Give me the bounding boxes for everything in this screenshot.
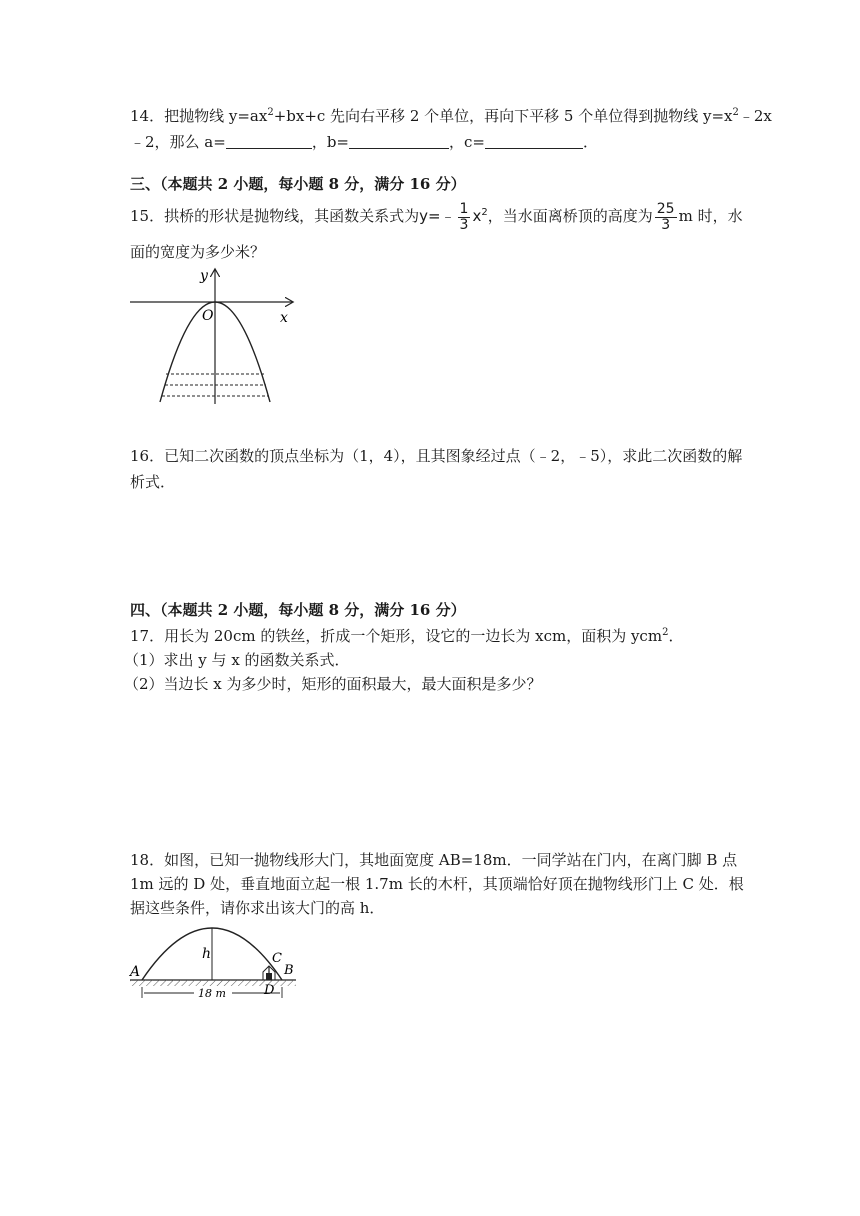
q15-sup: 2 — [481, 207, 488, 218]
fraction-one-third — [458, 202, 471, 233]
q15-line-1 — [130, 200, 743, 233]
student-body — [266, 973, 272, 980]
q16-line-1: 16．已知二次函数的顶点坐标为（1，4），且其图象经过点（﹣2，﹣5），求此二次函数的解 — [130, 447, 743, 465]
q18-line-1: 18．如图，已知一抛物线形大门，其地面宽度 AB=18m．一同学站在门内，在离门脚 B 点 — [130, 851, 738, 869]
x-label: x — [280, 310, 288, 326]
q18-line-3: 据这些条件，请你求出该大门的高 h． — [130, 899, 385, 917]
q18-line-2: 1m 远的 D 处，垂直地面立起一根 1.7m 长的木杆，其顶端恰好顶在抛物线形门上 C 处．根 — [130, 875, 744, 893]
answer-blank-a[interactable] — [226, 133, 312, 149]
dim-label: 18 m — [198, 987, 226, 1000]
q14-text: +bx+c 先向右平移 2 个单位，再向下平移 5 个单位得到抛物线 y=x — [273, 107, 733, 125]
arch-bridge-figure — [128, 264, 298, 409]
label-h: h — [202, 946, 212, 962]
q17-sup: 2 — [662, 627, 669, 638]
label-b: B — [284, 963, 294, 978]
label-c: C — [272, 951, 282, 966]
q15-text: 15．拱桥的形状是抛物线，其函数关系式为 — [130, 207, 420, 225]
section-3-heading: 三、（本题共 2 小题，每小题 8 分，满分 16 分） — [130, 175, 466, 193]
parabolic-gate-figure — [126, 914, 302, 1004]
q14-text: ﹣2x — [738, 107, 772, 125]
frac-den: 3 — [459, 216, 469, 233]
q14-text: ，c= — [449, 133, 485, 151]
frac-num: 25 — [656, 200, 675, 217]
section-4-heading: 四、（本题共 2 小题，每小题 8 分，满分 16 分） — [130, 601, 466, 619]
q14-text: ． — [582, 133, 598, 151]
q14-sup: 2 — [732, 107, 739, 118]
origin-label: O — [202, 308, 214, 324]
q14-sup: 2 — [267, 107, 274, 118]
q17-line-3: （2）当边长 x 为多少时，矩形的面积最大，最大面积是多少？ — [124, 675, 542, 693]
q15-text: ，当水面离桥顶的高度为 — [487, 207, 653, 225]
label-d: D — [264, 983, 275, 998]
q14-text: ，b= — [311, 133, 349, 151]
q14-text: 14．把抛物线 y=ax — [130, 107, 268, 125]
q14-text: ﹣2，那么 a= — [130, 133, 226, 151]
q17-text: 17．用长为 20cm 的铁丝，折成一个矩形，设它的一边长为 xcm，面积为 ycm — [130, 627, 663, 645]
y-label: y — [200, 268, 208, 284]
q14-line-2 — [130, 132, 598, 152]
q15-text: m 时，水 — [678, 207, 743, 225]
label-a: A — [130, 964, 141, 980]
q15-line-2: 面的宽度为多少米？ — [130, 243, 266, 261]
frac-num: 1 — [459, 200, 469, 217]
q17-line-2: （1）求出 y 与 x 的函数关系式． — [124, 651, 350, 669]
q14-line-1 — [130, 106, 772, 126]
q17-text: ． — [668, 627, 684, 645]
fraction-25-thirds — [655, 202, 677, 233]
answer-blank-c[interactable] — [485, 133, 583, 149]
q17-line-1 — [130, 626, 683, 646]
q15-formula: y=﹣ — [419, 207, 456, 225]
answer-blank-b[interactable] — [349, 133, 449, 149]
q16-line-2: 析式． — [130, 473, 176, 491]
q15-formula: x — [472, 207, 482, 225]
frac-den: 3 — [661, 216, 671, 233]
